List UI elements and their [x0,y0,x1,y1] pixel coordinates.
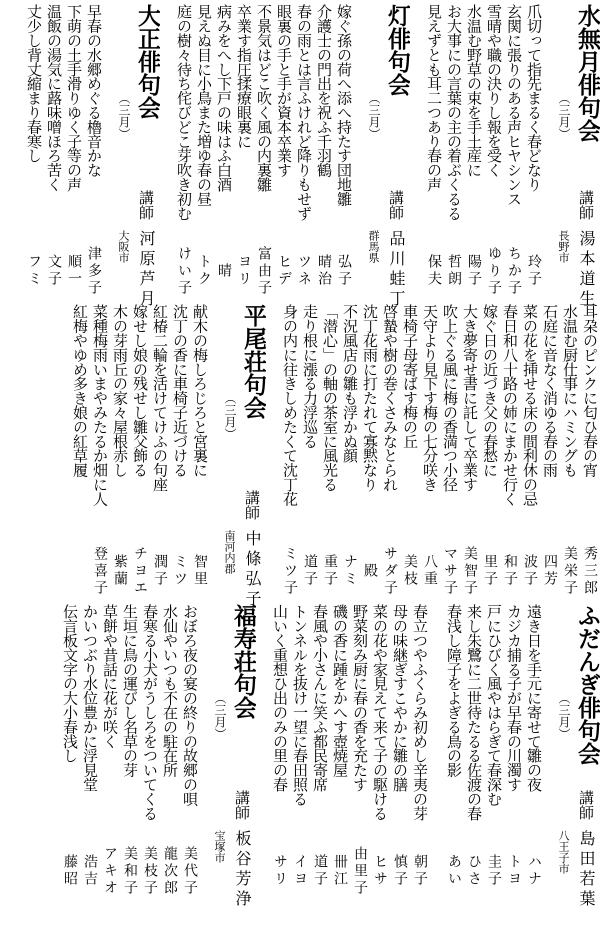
haiku-author: 美枝子 [142,845,158,897]
haiku-entry [24,4,44,300]
group-title-block [364,4,410,190]
haiku-author: 智里 [192,554,208,588]
haiku-author: 由里子 [352,845,368,897]
spacer [266,304,280,600]
haiku-text: カジカ捕る子が早春の川濁す [505,604,523,792]
haiku-text: 啓蟄や樹の巻くさみなとられ [381,304,399,492]
haiku-entry [480,304,500,600]
haiku-author: 美枝 [402,554,418,588]
spacer [160,4,174,300]
band-bottom [0,604,600,910]
group-month: （三月） [117,92,131,140]
haiku-entry [484,4,504,300]
haiku-author: ヒデ [276,254,292,288]
haiku-entry [340,304,360,600]
haiku-author: 玲子 [526,254,542,288]
haiku-text: 沈丁花雨に打たれて寡黙なり [361,304,379,492]
spacer [210,304,220,600]
haiku-entry [280,304,300,600]
haiku-entry [460,304,480,600]
haiku-entry [440,304,460,600]
teacher-block [554,790,600,910]
haiku-author: 和子 [502,554,518,588]
haiku-entry [370,604,390,900]
haiku-entry [314,4,334,300]
haiku-text: 大き夢寄せ書に託して卒業す [461,304,479,492]
haiku-entry [140,604,160,900]
haiku-text: 石庭に音なく消ゆる春の雨 [541,304,559,477]
teacher-name: 湯本道生 [577,230,596,310]
haiku-author: 圭子 [486,854,502,888]
haiku-entry [100,604,120,900]
haiku-text: 身の内に往きしめたくて沈丁花 [281,304,299,506]
haiku-entry [464,4,484,300]
group-header [210,604,256,910]
teacher-label: 講師 [243,490,261,520]
group-title: 福寿荘句会 [230,604,256,719]
haiku-text: 山いく重想ひ出のみの里の春 [271,604,289,792]
haiku-text: 下萌の土手滑りゆく子等の声 [65,4,83,192]
haiku-text: 吹上ぐる風に梅の香満つ小径 [441,304,459,492]
haiku-author: 陽子 [466,254,482,288]
group-title-block [220,304,266,490]
haiku-text: 紅椿二輪を活けてけふの句座 [151,304,169,492]
haiku-author: 卌江 [332,854,348,888]
haiku-entry [560,304,580,600]
group-header [554,4,600,310]
group-title: 灯俳句会 [384,4,410,96]
haiku-text: 水仙やいつも不在の駐在所 [161,604,179,777]
haiku-text: 「潜心」の軸の茶室に風光る [321,304,339,492]
teacher-label: 講師 [137,190,155,220]
haiku-author: ハナ [526,854,542,888]
haiku-author: トヨ [506,854,522,888]
haiku-entry [254,4,274,300]
haiku-author: 保夫 [426,254,442,288]
haiku-text: 水温む厨仕事にハミングも [561,304,579,477]
haiku-entry [214,4,234,300]
haiku-text: 病みをへし下戸の味はふ白酒 [215,4,233,192]
haiku-entry [500,304,520,600]
haiku-entry [70,304,90,600]
haiku-text: 耳朶のピンクに匂ひ春の宵 [581,304,599,477]
spacer [544,4,554,300]
haiku-text: 木の芽雨丘の家々屋根赤し [111,304,129,477]
teacher-name: 島田若葉 [577,830,596,910]
haiku-text: 車椅子母寄ばす梅の丘 [401,304,419,449]
band-middle [0,304,600,610]
spacer [430,604,444,900]
haiku-text: 玄関に張りのある声ヒヤシンス [505,4,523,206]
haiku-author: 美智子 [462,545,478,597]
teacher-city: 宝塚市 [213,830,226,863]
haiku-entry [310,604,330,900]
haiku-author: 八重 [422,554,438,588]
haiku-entry [400,304,420,600]
haiku-text: 春浅し障子をよぎる鳥の影 [445,604,463,777]
haiku-text: 菜の花や家見えて来て子の駆ける [371,604,389,821]
haiku-entry [80,604,100,900]
spacer [256,604,270,900]
haiku-entry [274,4,294,300]
teacher-city: 八王子市 [557,830,570,874]
teacher-name: 板谷芳浄 [233,830,252,910]
haiku-text: 水温む野草の束を手土産に [465,4,483,177]
haiku-entry [174,4,194,300]
haiku-entry [294,4,314,300]
haiku-entry [270,604,290,900]
haiku-author: 美栄子 [562,545,578,597]
spacer [410,4,424,300]
haiku-text: 紅梅やゆめ多き娘の紅草履 [71,304,89,477]
group-title-block [554,4,600,190]
haiku-entry [444,604,464,900]
haiku-entry [524,604,544,900]
haiku-text: 草餅や昔話に花が咲く [101,604,119,749]
haiku-text: 走り根に漲る力浮巡る [301,304,319,449]
haiku-entry [484,604,504,900]
teacher-city: 群馬県 [367,230,380,263]
haiku-author: 紫蘭 [112,554,128,588]
haiku-text: 眼裏の手と手が資本卒業す [275,4,293,177]
haiku-entry [524,4,544,300]
haiku-author: 道子 [302,554,318,588]
haiku-text: 磯の香に踵をかへす壺焼屋 [331,604,349,777]
haiku-author: ゆり子 [486,245,502,297]
haiku-text: 天守より見下す梅の七分咲き [421,304,439,492]
group-title: 大正俳句会 [134,4,160,119]
haiku-entry [520,304,540,600]
haiku-text: 春の雨とは言ふけれど降りもせず [295,4,313,221]
haiku-entry [84,4,104,300]
haiku-author: フミ [26,254,42,288]
teacher-name: 河原芦月 [137,230,156,310]
haiku-text: 丈少し背丈縮まり春寒し [25,4,43,163]
teacher-label: 講師 [577,790,595,820]
haiku-entry [350,604,370,900]
haiku-entry [334,4,354,300]
haiku-entry [234,4,254,300]
group-month: （三月） [557,692,571,740]
haiku-author: イヨ [292,854,308,888]
haiku-entry [44,4,64,300]
haiku-text: 献木の梅しろじろと宮裏に [191,304,209,477]
haiku-text: 野菜刻み厨に春の香を充たす [351,604,369,792]
haiku-text: 早春の水郷めぐる櫓音かな [85,4,103,177]
group-title-block [114,4,160,190]
haiku-text: 不景気はどこ吹く風の内裏雛 [255,4,273,192]
teacher-col [572,190,600,310]
haiku-text: 見えずとも耳二つあり春の声 [425,4,443,192]
teacher-col [572,790,600,910]
haiku-text: 温飯の湯気に蕗味噌ほろ苦く [45,4,63,192]
haiku-entry [190,304,210,600]
haiku-author: サリ [272,854,288,888]
haiku-author: 殿 [362,562,378,580]
haiku-author: けい子 [176,245,192,297]
haiku-text: おぼろ夜の宴の終りの故郷の唄 [181,604,199,806]
haiku-text: トンネルを抜け一望に春田照る [291,604,309,806]
haiku-text: 庭の樹々待ち侘びどこ芽吹き初む [175,4,193,221]
haiku-author: ひさ [466,854,482,888]
haiku-text: 不況風店の雛も浮かぬ顔 [341,304,359,463]
haiku-author [70,542,90,600]
haiku-text: 春風や小さんに笑ふ都民寄席 [311,604,329,792]
haiku-text: 爪切って指先まるく春どなり [525,4,543,192]
haiku-text: 見えぬ目に小鳥また増ゆ春の昼 [195,4,213,206]
group-title: ふだんぎ俳句会 [574,604,600,765]
teacher-block [554,190,600,310]
spacer [354,4,364,300]
haiku-text: お大事にの言葉の主の着ぶくるる [445,4,463,221]
haiku-text: 生垣に鳥の運びし名草の芽 [121,604,139,777]
haiku-entry [504,4,524,300]
haiku-text: 伝言板文字の大小春浅し [61,604,79,763]
teacher-block [364,190,410,310]
haiku-entry [130,304,150,600]
haiku-author: サダ子 [382,545,398,597]
haiku-author: 朝子 [412,854,428,888]
haiku-author: 登喜子 [92,545,108,597]
haiku-text: 春日和八十路の姉にまかせ行く [501,304,519,506]
teacher-city: 南河内郡 [223,530,236,574]
haiku-entry [380,304,400,600]
haiku-entry [360,304,380,600]
group-month: （三月） [213,692,227,740]
group-header [364,4,410,310]
haiku-entry [120,604,140,900]
haiku-author: トク [196,254,212,288]
haiku-entry [504,604,524,900]
band-top [0,4,600,310]
haiku-author: 道子 [312,854,328,888]
group-title-block [554,604,600,790]
haiku-entry [170,304,190,600]
group-title: 水無月俳句会 [574,4,600,142]
teacher-block [210,790,256,910]
haiku-author: 慎子 [392,854,408,888]
haiku-author: ミツ子 [282,545,298,597]
teacher-col [382,190,410,310]
teacher-label: 講師 [233,790,251,820]
haiku-entry [194,4,214,300]
haiku-author: ヒサ [372,854,388,888]
haiku-entry [180,604,200,900]
group-header [220,304,266,610]
haiku-author: アキオ [102,845,118,897]
haiku-author: 里子 [482,554,498,588]
teacher-city: 大阪市 [117,230,130,263]
group-month: （三月） [223,392,237,440]
haiku-entry [320,304,340,600]
group-title-block [210,604,256,790]
haiku-author: チヨエ [132,545,148,597]
haiku-entry [160,604,180,900]
haiku-author: 美代子 [182,845,198,897]
group-header [114,4,160,310]
teacher-col [132,190,160,310]
haiku-author: 四芳 [542,554,558,588]
haiku-entry [424,4,444,300]
haiku-author: 晴 [216,262,232,280]
haiku-author: ミツ [172,554,188,588]
haiku-author: 津多子 [86,245,102,297]
haiku-text: 菜の花を挿せる床の間利休の忌 [521,304,539,506]
haiku-author: ちか子 [506,245,522,297]
haiku-text: 春寒る小犬がうしろをついてくる [141,604,159,821]
haiku-text: 沈丁の香に車椅子近づける [171,304,189,477]
haiku-text: 母の味継ぎすこやかに雛の膳 [391,604,409,792]
spacer [104,4,114,300]
haiku-text: 菜種梅雨いまやみたるか畑に人 [91,304,109,506]
haiku-author: ヨリ [236,254,252,288]
haiku-text: 嫁せし娘の残せし雛父飾る [131,304,149,477]
group-header [554,604,600,910]
haiku-text: 介護士の門出を祝ふ千羽鶴 [315,4,333,177]
haiku-author: あい [446,854,462,888]
haiku-text: 来し朱鷺に二世待たるる佐渡の春 [465,604,483,821]
haiku-text: 嫁ぐ日の近づき父の春愁に [481,304,499,477]
haiku-author: 波子 [522,554,538,588]
teacher-name: 中條弘子 [243,530,262,610]
haiku-author: 重子 [322,554,338,588]
haiku-entry [90,304,110,600]
haiku-entry [330,604,350,900]
haiku-author: 藤昭 [62,854,78,888]
haiku-entry [64,4,84,300]
teacher-block [220,490,266,610]
haiku-entry [60,604,80,900]
haiku-author: 晴治 [316,254,332,288]
haiku-author: 弘子 [336,254,352,288]
haiku-entry [580,304,600,600]
haiku-author: 美和子 [122,845,138,897]
group-title: 平尾荘句会 [240,304,266,419]
haiku-author: 順一 [66,254,82,288]
haiku-author: 哲朗 [446,254,462,288]
teacher-col [238,490,266,610]
haiku-author: 潤子 [152,554,168,588]
teacher-label: 講師 [387,190,405,220]
haiku-text: 春立つやふくらみ初めし辛夷の芽 [411,604,429,821]
haiku-text: 嫁ぐ孫の荷へ添へ持たす団地雛 [335,4,353,206]
haiku-entry [410,604,430,900]
haiku-text: 卒業す指圧揉療眼裏に [235,4,253,149]
teacher-city: 長野市 [557,230,570,263]
haiku-text: 遠き日を手元に寄せて雛の夜 [525,604,543,792]
haiku-entry [390,604,410,900]
haiku-author: 浩吉 [82,854,98,888]
haiku-entry [540,304,560,600]
haiku-author: ナミ [342,554,358,588]
haiku-author: 文子 [46,254,62,288]
teacher-block [114,190,160,310]
haiku-entry [420,304,440,600]
haiku-author: 龍次郎 [162,845,178,897]
haiku-author: 秀三郎 [582,545,598,597]
haiku-text: 雪晴や職の決りし報を受く [485,4,503,177]
haiku-text: 戸にひびく風やはらぎて春深む [485,604,503,806]
haiku-author: 富由子 [256,245,272,297]
group-month: （三月） [367,92,381,140]
haiku-text: かいつぶり水位豊かに浮見堂 [81,604,99,792]
haiku-entry [150,304,170,600]
group-month: （三月） [557,92,571,140]
haiku-entry [290,604,310,900]
teacher-name: 品川蛙丁 [387,230,406,310]
haiku-entry [300,304,320,600]
haiku-author: マサ子 [442,545,458,597]
spacer [200,604,210,900]
teacher-label: 講師 [577,190,595,220]
spacer [544,604,554,900]
haiku-author: ツネ [296,254,312,288]
teacher-col [228,790,256,910]
haiku-entry [444,4,464,300]
haiku-entry [110,304,130,600]
haiku-entry [464,604,484,900]
